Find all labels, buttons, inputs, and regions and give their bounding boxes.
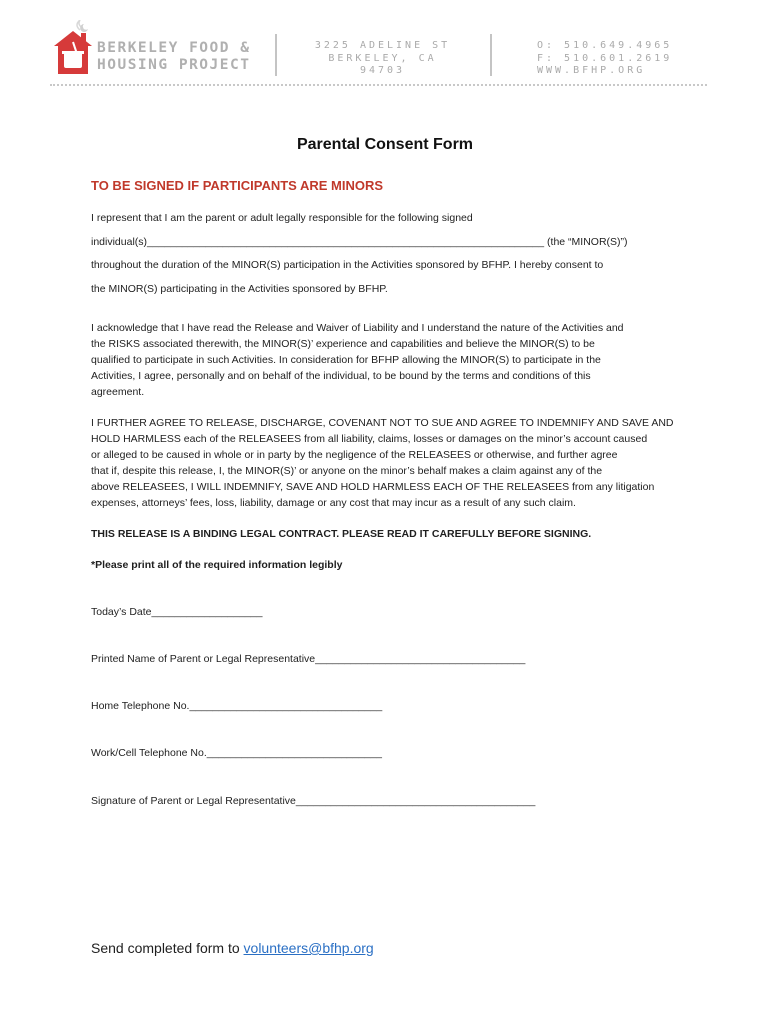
form-title: Parental Consent Form <box>296 136 474 153</box>
address-line2: BERKELEY, CA <box>328 52 437 64</box>
paragraph-line: above RELEASEES, I WILL INDEMNIFY, SAVE AND HOLD HARMLESS EACH OF THE RELEASEES from any litigation <box>91 481 655 493</box>
print-note-text: *Please print all of the required information legibly <box>91 559 343 571</box>
paragraph-line: qualified to participate in such Activities. In consideration for BFHP allowing the MINOR(S) to participate in the <box>91 354 601 366</box>
work-telephone-field[interactable]: Work/Cell Telephone No.______________________________ <box>91 747 382 759</box>
printed-name-field[interactable]: Printed Name of Parent or Legal Representative____________________________________ <box>91 653 526 665</box>
contact-block <box>537 40 672 78</box>
acknowledgement-paragraph <box>91 320 691 400</box>
footer-instructions <box>91 940 374 956</box>
header-divider <box>275 34 277 76</box>
paragraph-line: I represent that I am the parent or adult legally responsible for the following signed <box>91 212 473 224</box>
paragraph-line: or alleged to be caused in whole or in party by the negligence of the RELEASEES or otherwise, and further agree <box>91 449 618 461</box>
paragraph-line: that if, despite this release, I, the MINOR(S)’ or anyone on the minor’s behalf makes a claim against any of the <box>91 465 603 477</box>
binding-notice <box>91 526 691 542</box>
paragraph-line: HOLD HARMLESS each of the RELEASEES from all liability, claims, losses or damages on the minor’s account caused <box>91 433 648 445</box>
letterhead <box>0 0 770 90</box>
release-paragraph <box>91 415 691 511</box>
phone-number: O: 510.649.4965 <box>537 40 673 51</box>
paragraph-line: expenses, attorneys’ fees, loss, liability, damage or any cost that may incur as a result of any such claim. <box>91 497 576 509</box>
binding-notice-text: THIS RELEASE IS A BINDING LEGAL CONTRACT. PLEASE READ IT CAREFULLY BEFORE SIGNING. <box>91 528 592 540</box>
volunteer-email-link[interactable]: volunteers@bfhp.org <box>243 940 374 956</box>
paragraph-line: the MINOR(S) participating in the Activities sponsored by BFHP. <box>91 282 388 295</box>
footer-text: Send completed form to <box>91 940 244 956</box>
address-line3: 94703 <box>359 65 406 76</box>
paragraph-line: the RISKS associated therewith, the MINOR(S)’ experience and capabilities and believe the MINOR(S) to be <box>91 338 595 350</box>
header-rule <box>50 84 707 86</box>
paragraph-line: throughout the duration of the MINOR(S) participation in the Activities sponsored by BFHP. I hereby consent to <box>91 259 604 271</box>
home-telephone-field[interactable]: Home Telephone No._________________________________ <box>91 700 383 712</box>
fax-number: F: 510.601.2619 <box>537 52 673 64</box>
org-name-line2: HOUSING PROJECT <box>97 57 251 73</box>
print-note <box>91 557 691 573</box>
todays-date-field[interactable]: Today’s Date___________________ <box>91 606 263 618</box>
house-pot-logo-icon <box>50 20 96 78</box>
signature-field[interactable]: Signature of Parent or Legal Representative_________________________________________ <box>91 795 536 807</box>
org-name-line1: BERKELEY FOOD & <box>97 40 251 56</box>
org-name <box>97 40 250 74</box>
paragraph-line: individual(s)____________________________________________________________________ (the “MINOR(S)”) <box>91 235 628 248</box>
address-line1: 3225 ADELINE ST <box>314 40 451 51</box>
paragraph-line: I FURTHER AGREE TO RELEASE, DISCHARGE, COVENANT NOT TO SUE AND AGREE TO INDEMNIFY AND SAVE AND <box>91 417 674 429</box>
header-divider <box>490 34 492 76</box>
website: WWW.BFHP.ORG <box>537 65 646 76</box>
paragraph-line: I acknowledge that I have read the Release and Waiver of Liability and I understand the nature of the Activities and <box>91 322 624 334</box>
consent-paragraph <box>91 210 691 304</box>
form-subtitle: TO BE SIGNED IF PARTICIPANTS ARE MINORS <box>91 178 384 193</box>
paragraph-line: agreement. <box>91 386 145 398</box>
address-block <box>290 40 475 78</box>
paragraph-line: Activities, I agree, personally and on behalf of the individual, to be bound by the terms and conditions of this <box>91 370 591 382</box>
